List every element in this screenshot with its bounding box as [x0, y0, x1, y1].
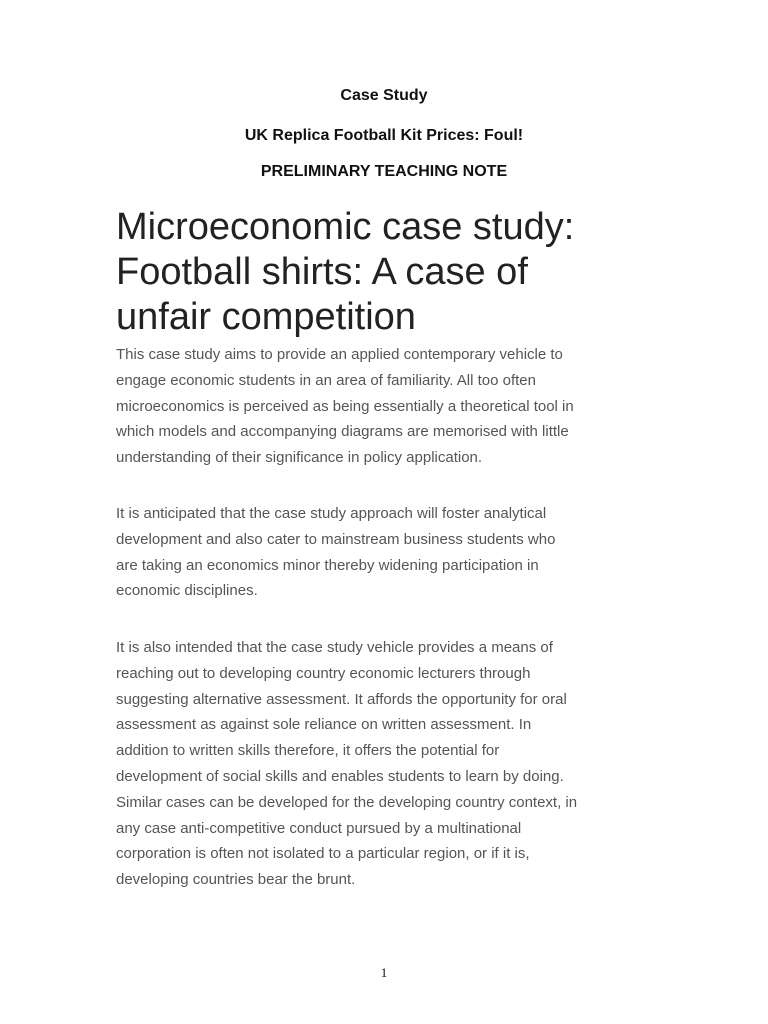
- text-line: suggesting alternative assessment. It affords the opportunity for oral: [116, 690, 567, 708]
- case-subtitle: UK Replica Football Kit Prices: Foul!: [244, 127, 524, 144]
- teaching-note-label: PRELIMINARY TEACHING NOTE: [260, 163, 508, 180]
- text-line: development of social skills and enables students to learn by doing.: [116, 767, 564, 785]
- text-line: which models and accompanying diagrams are memorised with little: [116, 423, 569, 441]
- text-line: any case anti-competitive conduct pursued by a multinational: [116, 819, 522, 837]
- text-line: Similar cases can be developed for the developing country context, in: [116, 793, 578, 811]
- text-line: economic disciplines.: [116, 582, 258, 600]
- paragraph-intro: [116, 342, 661, 471]
- text-line: understanding of their significance in policy application.: [116, 449, 483, 467]
- title-line: Microeconomic case study:: [116, 206, 575, 248]
- text-line: addition to written skills therefore, it offers the potential for: [116, 742, 500, 760]
- title-line: unfair competition: [116, 296, 416, 338]
- text-line: microeconomics is perceived as being essentially a theoretical tool in: [116, 397, 574, 415]
- paragraph-intended: [116, 635, 661, 893]
- title-line: Football shirts: A case of: [116, 251, 528, 293]
- paragraph-anticipated: [116, 501, 661, 604]
- case-study-label: Case Study: [340, 87, 428, 104]
- page-number: 1: [380, 965, 388, 980]
- text-line: assessment as against sole reliance on written assessment. In: [116, 716, 532, 734]
- text-line: development and also cater to mainstream business students who: [116, 530, 556, 548]
- text-line: engage economic students in an area of familiarity. All too often: [116, 371, 536, 389]
- text-line: reaching out to developing country economic lecturers through: [116, 664, 531, 682]
- text-line: are taking an economics minor thereby widening participation in: [116, 556, 539, 574]
- text-line: This case study aims to provide an applied contemporary vehicle to: [116, 346, 563, 363]
- text-line: It is anticipated that the case study approach will foster analytical: [116, 505, 547, 522]
- text-line: corporation is often not isolated to a particular region, or if it is,: [116, 845, 530, 863]
- text-line: developing countries bear the brunt.: [116, 871, 356, 889]
- main-title: [116, 205, 676, 340]
- text-line: It is also intended that the case study vehicle provides a means of: [116, 639, 553, 656]
